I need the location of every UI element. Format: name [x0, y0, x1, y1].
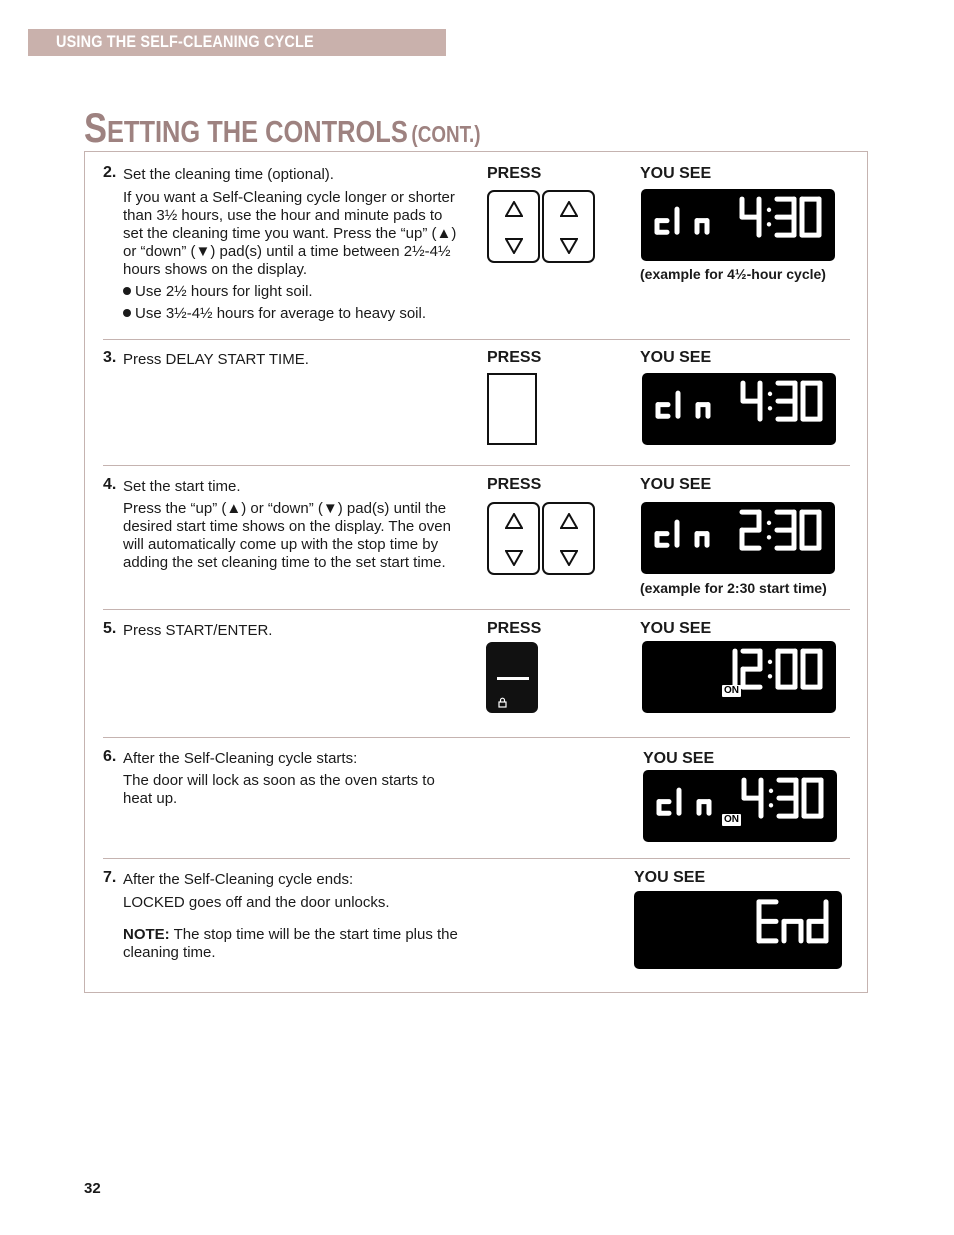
oven-display	[642, 373, 836, 445]
bullet-dot	[123, 309, 131, 317]
step-4-caption: (example for 2:30 start time)	[640, 580, 827, 596]
step-7-you-see-heading: YOU SEE	[634, 869, 706, 886]
step-5-lead: Press START/ENTER.	[123, 622, 273, 639]
title-suffix: (CONT.)	[411, 121, 481, 147]
lcd-readout	[642, 373, 836, 445]
step-2-lead: Set the cleaning time (optional).	[123, 166, 334, 183]
step-5-press-heading: PRESS	[487, 620, 542, 637]
dash-icon	[497, 677, 529, 680]
step-2-bullet	[123, 305, 426, 323]
up-arrow-icon	[560, 201, 578, 217]
step-6-lead: After the Self-Cleaning cycle starts:	[123, 750, 358, 767]
title-text: ETTING THE CONTROLS	[106, 114, 408, 149]
delay-start-time-pad[interactable]	[487, 373, 537, 445]
step-4-press-heading: PRESS	[487, 476, 542, 493]
down-arrow-icon	[505, 550, 523, 566]
up-arrow-icon	[560, 513, 578, 529]
step-5-you-see-heading: YOU SEE	[640, 620, 712, 637]
oven-display	[642, 641, 836, 713]
hour-up-down-pad[interactable]	[487, 502, 540, 575]
oven-display	[641, 189, 835, 261]
title-first-letter: S	[84, 104, 107, 151]
note-label: NOTE:	[123, 926, 170, 943]
on-indicator-badge: ON	[724, 685, 739, 696]
minute-up-down-pad[interactable]	[542, 190, 595, 263]
start-enter-pad[interactable]	[486, 642, 538, 713]
on-indicator-badge: ON	[724, 814, 739, 825]
down-arrow-icon	[560, 238, 578, 254]
up-arrow-icon	[505, 201, 523, 217]
lcd-readout	[641, 189, 835, 261]
step-2-body: If you want a Self-Cleaning cycle longer or shorter than 3½ hours, use the hour and minute pads to set the cleaning time you want. Press the “up” (▲) or “down” (▼) pad(s) until a time between 2½-4½ hours shows on the display.	[123, 189, 457, 278]
step-4-you-see-heading: YOU SEE	[640, 476, 712, 493]
step-2-bullet	[123, 283, 313, 301]
section-header-bar	[28, 29, 446, 56]
section-header-label: USING THE SELF-CLEANING CYCLE	[56, 32, 314, 51]
bullet-text: Use 3½-4½ hours for average to heavy soil.	[135, 305, 426, 322]
lcd-readout	[643, 770, 837, 842]
minute-up-down-pad[interactable]	[542, 502, 595, 575]
step-6-you-see-heading: YOU SEE	[643, 750, 715, 767]
lcd-readout	[634, 891, 842, 969]
page-number: 32	[84, 1180, 101, 1197]
step-7-number: 7.	[103, 869, 117, 886]
lcd-readout	[641, 502, 835, 574]
page-title	[84, 104, 481, 152]
step-3-you-see-heading: YOU SEE	[640, 349, 712, 366]
step-4-number: 4.	[103, 476, 117, 493]
step-3-lead: Press DELAY START TIME.	[123, 351, 309, 368]
step-4-body: Press the “up” (▲) or “down” (▼) pad(s) until the desired start time shows on the display. The oven will automatically come up with the stop time by adding the set cleaning time to the set start time.	[123, 500, 451, 571]
oven-display	[641, 502, 835, 574]
step-7-lead: After the Self-Cleaning cycle ends:	[123, 871, 354, 888]
lock-icon	[498, 697, 507, 708]
lcd-readout	[642, 641, 836, 713]
step-6-body: The door will lock as soon as the oven starts to heat up.	[123, 772, 435, 807]
step-divider	[103, 465, 850, 466]
step-2-you-see-heading: YOU SEE	[640, 165, 712, 182]
step-divider	[103, 737, 850, 738]
oven-display	[634, 891, 842, 969]
down-arrow-icon	[560, 550, 578, 566]
hour-up-down-pad[interactable]	[487, 190, 540, 263]
step-divider	[103, 858, 850, 859]
step-5-number: 5.	[103, 620, 117, 637]
step-4-lead: Set the start time.	[123, 478, 241, 495]
step-divider	[103, 339, 850, 340]
step-2-press-heading: PRESS	[487, 165, 542, 182]
step-divider	[103, 609, 850, 610]
step-3-press-heading: PRESS	[487, 349, 542, 366]
up-arrow-icon	[505, 513, 523, 529]
oven-display	[643, 770, 837, 842]
bullet-dot	[123, 287, 131, 295]
step-2-number: 2.	[103, 164, 117, 181]
note-text: The stop time will be the start time plus the cleaning time.	[123, 926, 458, 961]
down-arrow-icon	[505, 238, 523, 254]
step-7-note	[123, 926, 463, 962]
step-7-body: LOCKED goes off and the door unlocks.	[123, 894, 390, 911]
bullet-text: Use 2½ hours for light soil.	[135, 283, 313, 300]
step-2-caption: (example for 4½-hour cycle)	[640, 266, 826, 282]
step-3-number: 3.	[103, 349, 117, 366]
step-6-number: 6.	[103, 748, 117, 765]
